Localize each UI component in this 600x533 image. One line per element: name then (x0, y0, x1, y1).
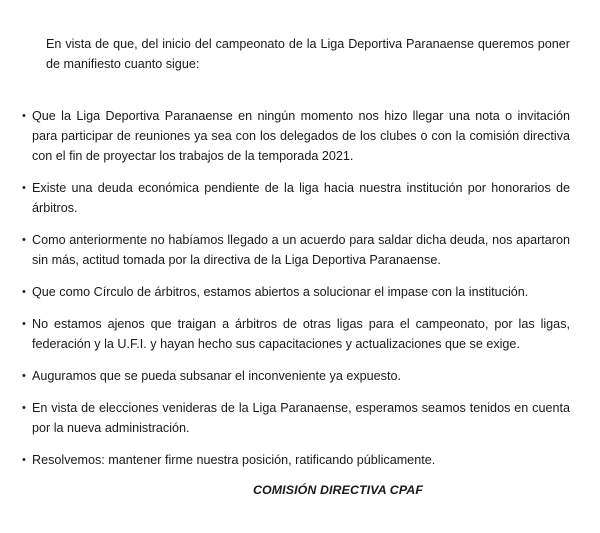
list-item (22, 314, 570, 354)
signature (0, 483, 600, 497)
list-item (22, 398, 570, 438)
list-item-text: Auguramos que se pueda subsanar el inconveniente ya expuesto. (32, 369, 401, 383)
list-item-text: Que como Círculo de árbitros, estamos abiertos a solucionar el impase con la institución. (32, 285, 529, 299)
list-item-text: Como anteriormente no habíamos llegado a un acuerdo para saldar dicha deuda, nos apartaron sin más, actitud tomada por la directiva de la Liga Deportiva Paranaense. (32, 233, 570, 267)
intro-paragraph: En vista de que, del inicio del campeonato de la Liga Deportiva Paranaense queremos poner de manifiesto cuanto sigue: (46, 37, 570, 71)
list-item-text: Existe una deuda económica pendiente de la liga hacia nuestra institución por honorarios de árbitros. (32, 181, 570, 215)
list-item (22, 282, 570, 302)
bullet-icon: • (22, 318, 26, 330)
bullet-icon: • (22, 402, 26, 414)
bullet-icon: • (22, 286, 26, 298)
list-item (22, 230, 570, 270)
list-item-text: No estamos ajenos que traigan a árbitros de otras ligas para el campeonato, por las ligas, federación y la U.F.I. y hayan hecho sus capacitaciones y actualizaciones que se exige. (32, 317, 570, 351)
list-item (22, 106, 570, 166)
list-item-text: Resolvemos: mantener firme nuestra posición, ratificando públicamente. (32, 453, 436, 467)
list-item-text: Que la Liga Deportiva Paranaense en ningún momento nos hizo llegar una nota o invitación para participar de reuniones ya sea con los delegados de los clubes o con la comisión directiva con el fin de proyectar los trabajos de la temporada 2021. (32, 109, 570, 163)
list-item (22, 366, 570, 386)
bullet-icon: • (22, 182, 26, 194)
signature-text: COMISIÓN DIRECTIVA CPAF (252, 483, 424, 497)
statement-list (22, 106, 570, 470)
bullet-icon: • (22, 110, 26, 122)
bullet-icon: • (22, 454, 26, 466)
list-item (22, 178, 570, 218)
bullet-icon: • (22, 370, 26, 382)
bullet-icon: • (22, 234, 26, 246)
list-item-text: En vista de elecciones venideras de la Liga Paranaense, esperamos seamos tenidos en cuenta por la nueva administración. (32, 401, 570, 435)
list-item (22, 450, 570, 470)
